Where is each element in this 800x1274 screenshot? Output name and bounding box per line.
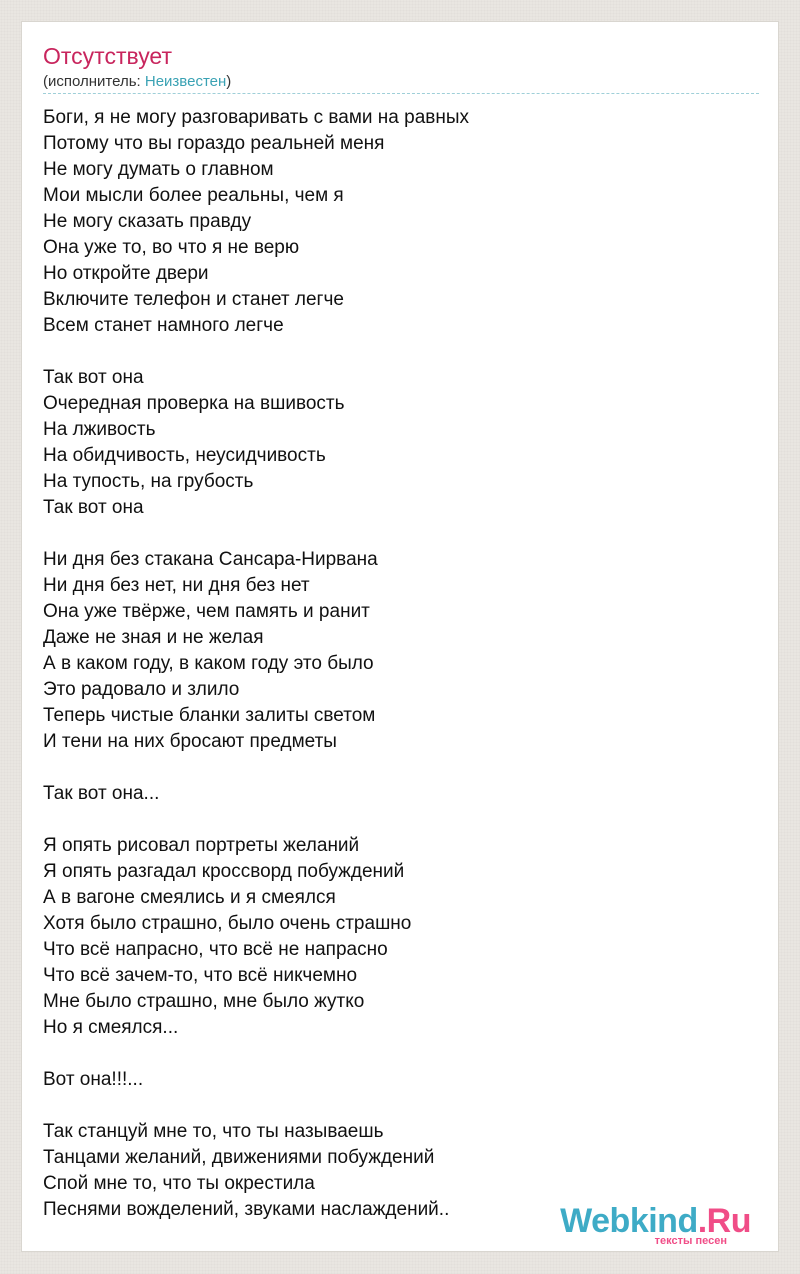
stanza-break (43, 807, 743, 833)
lyric-line: Мои мысли более реальны, чем я (43, 185, 344, 206)
lyric-line: Не могу сказать правду (43, 211, 252, 232)
logo-tld: .Ru (697, 1202, 751, 1240)
lyric-line: Спой мне то, что ты окрестила (43, 1173, 315, 1194)
site-watermark (560, 1204, 751, 1247)
lyric-line: Но я смеялся... (43, 1017, 179, 1038)
lyric-line: Что всё напрасно, что всё не напрасно (43, 939, 388, 960)
lyric-line: На лживость (43, 419, 156, 440)
stanza-break (43, 1041, 743, 1067)
lyric-line: Хотя было страшно, было очень страшно (43, 913, 412, 934)
lyric-line: Танцами желаний, движениями побуждений (43, 1147, 435, 1168)
lyric-line: Включите телефон и станет легче (43, 289, 344, 310)
lyric-line: Так вот она (43, 497, 144, 518)
lyric-line: Песнями вожделений, звуками наслаждений.. (43, 1199, 450, 1220)
lyric-line: А в каком году, в каком году это было (43, 653, 374, 674)
logo-tagline: тексты песен (654, 1235, 727, 1247)
lyric-line: А в вагоне смеялись и я смеялся (43, 887, 336, 908)
lyric-line: Ни дня без стакана Сансара-Нирвана (43, 549, 378, 570)
lyric-line: Но откройте двери (43, 263, 209, 284)
lyric-line: На тупость, на грубость (43, 471, 254, 492)
performer-link[interactable]: Неизвестен (144, 73, 227, 90)
lyric-line: Что всё зачем-то, что всё никчемно (43, 965, 358, 986)
lyric-line: Всем станет намного легче (43, 315, 284, 336)
lyric-line: Потому что вы гораздо реальней меня (43, 133, 385, 154)
performer-line (43, 72, 231, 92)
stanza-break (43, 755, 743, 781)
performer-suffix: ) (226, 73, 232, 90)
performer-prefix: (исполнитель: (43, 73, 145, 90)
lyric-line: Очередная проверка на вшивость (43, 393, 345, 414)
lyric-line: Я опять разгадал кроссворд побуждений (43, 861, 405, 882)
lyric-line: Так станцуй мне то, что ты называешь (43, 1121, 384, 1142)
lyric-line: Она уже то, во что я не верю (43, 237, 300, 258)
lyric-line: Так вот она... (43, 783, 160, 804)
site-logo (560, 1204, 751, 1238)
lyric-line: Даже не зная и не желая (43, 627, 264, 648)
stanza-break (43, 521, 743, 547)
lyric-line: И тени на них бросают предметы (43, 731, 337, 752)
lyric-line: Мне было страшно, мне было жутко (43, 991, 365, 1012)
lyric-line: Она уже твёрже, чем память и ранит (43, 601, 370, 622)
lyric-line: Ни дня без нет, ни дня без нет (43, 575, 310, 596)
logo-brand: Webkind (560, 1202, 698, 1240)
lyric-line: Теперь чистые бланки залиты светом (43, 705, 376, 726)
stanza-break (43, 339, 743, 365)
header-divider (43, 93, 759, 94)
lyrics-card (21, 21, 779, 1252)
lyric-line: Вот она!!!... (43, 1069, 144, 1090)
lyrics-text (43, 105, 743, 1223)
lyric-line: Боги, я не могу разговаривать с вами на равных (43, 107, 470, 128)
lyric-line: Так вот она (43, 367, 144, 388)
lyric-line: Не могу думать о главном (43, 159, 274, 180)
lyric-line: На обидчивость, неусидчивость (43, 445, 326, 466)
lyric-line: Я опять рисовал портреты желаний (43, 835, 360, 856)
lyric-line: Это радовало и злило (43, 679, 240, 700)
stanza-break (43, 1093, 743, 1119)
song-title: Отсутствует (43, 43, 172, 69)
